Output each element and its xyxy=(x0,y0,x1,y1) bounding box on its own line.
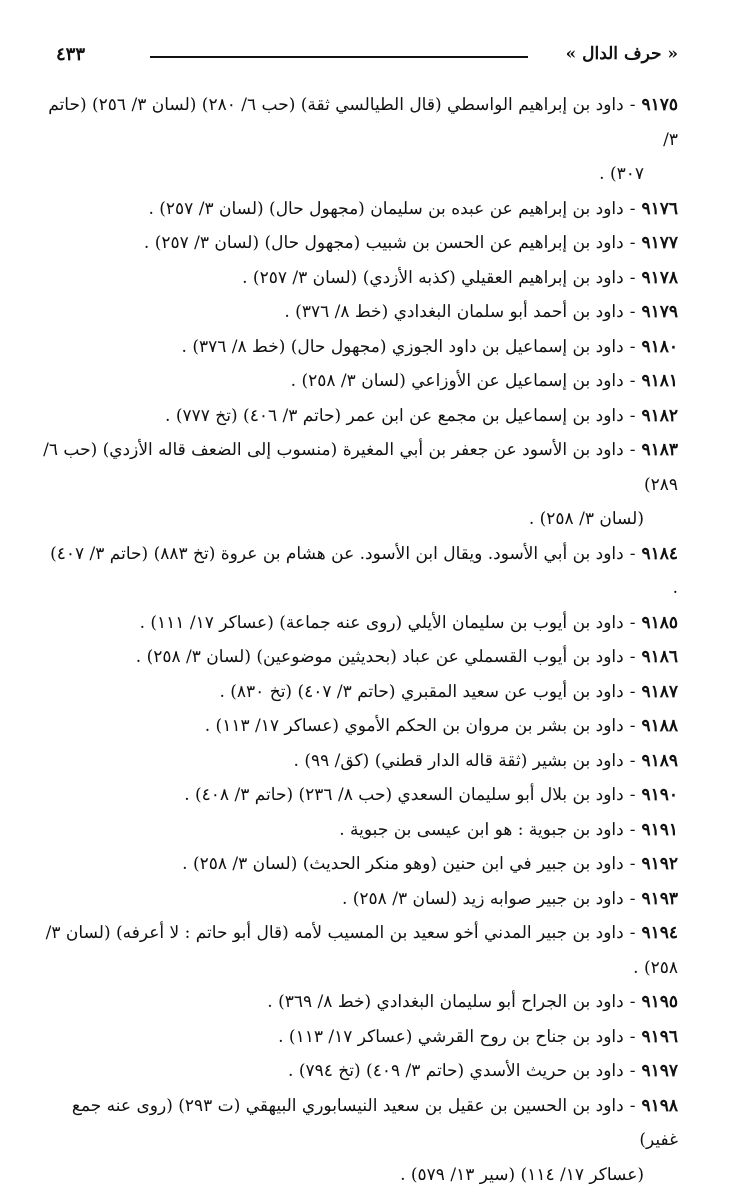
entry-separator: - xyxy=(624,820,642,840)
list-item xyxy=(40,295,678,330)
entry-text: داود بن حريث الأسدي (حاتم ٣/ ٤٠٩) (تخ ٧٩٤) . xyxy=(288,1061,624,1081)
entry-text: داود بن أبي الأسود. ويقال ابن الأسود. عن هشام بن عروة (تخ ٨٨٣) (حاتم ٣/ ٤٠٧) . xyxy=(50,544,678,599)
entry-continuation: (عساكر ١٧/ ١١٤) (سير ١٣/ ٥٧٩) . xyxy=(40,1158,678,1192)
entry-separator: - xyxy=(624,406,642,426)
entry-text: داود بن جبير المدني أخو سعيد بن المسيب لأمه (قال أبو حاتم : لا أعرفه) (لسان ٣/ ٢٥٨) . xyxy=(46,923,678,978)
list-item xyxy=(40,192,678,227)
entry-number: ٩١٧٥ xyxy=(641,95,678,115)
entry-number: ٩١٧٧ xyxy=(641,233,678,253)
entry-text: داود بن جبير صوابه زيد (لسان ٣/ ٢٥٨) . xyxy=(342,889,624,909)
list-item xyxy=(40,847,678,882)
entry-separator: - xyxy=(624,302,642,322)
entry-text: داود بن إبراهيم العقيلي (كذبه الأزدي) (لسان ٣/ ٢٥٧) . xyxy=(242,268,624,288)
list-item xyxy=(40,537,678,606)
list-item xyxy=(40,675,678,710)
entry-text: داود بن أيوب القسملي عن عباد (بحديثين موضوعين) (لسان ٣/ ٢٥٨) . xyxy=(136,647,624,667)
entry-list xyxy=(40,88,678,1192)
entry-number: ٩١٨٠ xyxy=(641,337,678,357)
entry-number: ٩١٧٨ xyxy=(641,268,678,288)
entry-separator: - xyxy=(624,371,642,391)
entry-separator: - xyxy=(624,1061,642,1081)
entry-text: داود بن الحسين بن عقيل بن سعيد النيسابوري البيهقي (ت ٢٩٣) (روى عنه جمع غفير) xyxy=(72,1096,678,1151)
entry-number: ٩١٨٤ xyxy=(641,544,678,564)
entry-separator: - xyxy=(624,751,642,771)
entry-text: داود بن أحمد أبو سلمان البغدادي (خط ٨/ ٣٧٦) . xyxy=(284,302,623,322)
entry-separator: - xyxy=(624,785,642,805)
entry-number: ٩١٨٩ xyxy=(641,751,678,771)
entry-separator: - xyxy=(624,923,642,943)
entry-separator: - xyxy=(624,337,642,357)
list-item xyxy=(40,813,678,848)
entry-separator: - xyxy=(624,992,642,1012)
entry-number: ٩١٩٢ xyxy=(641,854,678,874)
list-item xyxy=(40,606,678,641)
entry-text: داود بن إبراهيم عن عبده بن سليمان (مجهول حال) (لسان ٣/ ٢٥٧) . xyxy=(148,199,623,219)
entry-text: داود بن إبراهيم عن الحسن بن شبيب (مجهول حال) (لسان ٣/ ٢٥٧) . xyxy=(144,233,624,253)
entry-separator: - xyxy=(624,889,642,909)
entry-number: ٩١٨٥ xyxy=(641,613,678,633)
entry-separator: - xyxy=(624,544,642,564)
entry-separator: - xyxy=(624,854,642,874)
entry-number: ٩١٨٢ xyxy=(641,406,678,426)
list-item xyxy=(40,778,678,813)
entry-number: ٩١٩٨ xyxy=(641,1096,678,1116)
entry-number: ٩١٨٣ xyxy=(641,440,678,460)
page-header xyxy=(40,36,678,70)
list-item xyxy=(40,399,678,434)
entry-separator: - xyxy=(624,199,642,219)
entry-number: ٩١٨٨ xyxy=(641,716,678,736)
entry-text: داود بن بشير (ثقة قاله الدار قطني) (كق/ ٩٩) . xyxy=(294,751,624,771)
entry-separator: - xyxy=(624,1027,642,1047)
entry-number: ٩١٩٤ xyxy=(641,923,678,943)
entry-separator: - xyxy=(624,647,642,667)
entry-separator: - xyxy=(624,440,642,460)
list-item xyxy=(40,1054,678,1089)
entry-number: ٩١٩٧ xyxy=(641,1061,678,1081)
list-item xyxy=(40,916,678,985)
list-item xyxy=(40,882,678,917)
entry-text: داود بن إسماعيل بن داود الجوزي (مجهول حال) (خط ٨/ ٣٧٦) . xyxy=(182,337,624,357)
entry-separator: - xyxy=(624,268,642,288)
list-item xyxy=(40,985,678,1020)
entry-text: داود بن جبوية : هو ابن عيسى بن جبوية . xyxy=(339,820,623,840)
entry-number: ٩١٧٩ xyxy=(641,302,678,322)
header-rule xyxy=(150,56,528,58)
entry-continuation: (لسان ٣/ ٢٥٨) . xyxy=(40,502,678,537)
entry-number: ٩١٧٦ xyxy=(641,199,678,219)
entry-text: داود بن إسماعيل بن مجمع عن ابن عمر (حاتم ٣/ ٤٠٦) (تخ ٧٧٧) . xyxy=(165,406,624,426)
list-item xyxy=(40,709,678,744)
list-item xyxy=(40,261,678,296)
entry-separator: - xyxy=(624,1096,642,1116)
entry-separator: - xyxy=(624,682,642,702)
list-item xyxy=(40,640,678,675)
list-item xyxy=(40,1020,678,1055)
entry-continuation: ٣٠٧) . xyxy=(40,157,678,192)
entry-number: ٩١٨٧ xyxy=(641,682,678,702)
entry-number: ٩١٩١ xyxy=(641,820,678,840)
list-item xyxy=(40,88,678,192)
entry-number: ٩١٨٦ xyxy=(641,647,678,667)
list-item xyxy=(40,226,678,261)
entry-separator: - xyxy=(624,233,642,253)
list-item xyxy=(40,364,678,399)
entry-text: داود بن إسماعيل عن الأوزاعي (لسان ٣/ ٢٥٨) . xyxy=(291,371,624,391)
entry-text: داود بن أيوب عن سعيد المقبري (حاتم ٣/ ٤٠٧) (تخ ٨٣٠) . xyxy=(219,682,623,702)
entry-separator: - xyxy=(624,716,642,736)
page-number: ٤٣٣ xyxy=(56,44,85,65)
list-item xyxy=(40,1089,678,1192)
entry-text: داود بن جبير في ابن حنين (وهو منكر الحديث) (لسان ٣/ ٢٥٨) . xyxy=(182,854,624,874)
entry-text: داود بن الجراح أبو سليمان البغدادي (خط ٨/ ٣٦٩) . xyxy=(267,992,623,1012)
entry-number: ٩١٨١ xyxy=(641,371,678,391)
list-item xyxy=(40,744,678,779)
entry-text: داود بن إبراهيم الواسطي (قال الطيالسي ثقة) (حب ٦/ ٢٨٠) (لسان ٣/ ٢٥٦) (حاتم ٣/ xyxy=(48,95,678,150)
entry-separator: - xyxy=(624,95,642,115)
entry-text: داود بن بشر بن مروان بن الحكم الأموي (عساكر ١٧/ ١١٣) . xyxy=(205,716,624,736)
list-item xyxy=(40,330,678,365)
entry-number: ٩١٩٦ xyxy=(641,1027,678,1047)
chapter-title: « حرف الدال » xyxy=(566,44,678,64)
entry-text: داود بن بلال أبو سليمان السعدي (حب ٨/ ٢٣٦) (حاتم ٣/ ٤٠٨) . xyxy=(184,785,624,805)
list-item xyxy=(40,433,678,537)
entry-number: ٩١٩٥ xyxy=(641,992,678,1012)
entry-text: داود بن جناح بن روح القرشي (عساكر ١٧/ ١١٣) . xyxy=(278,1027,624,1047)
entry-number: ٩١٩٣ xyxy=(641,889,678,909)
entry-number: ٩١٩٠ xyxy=(641,785,678,805)
entry-text: داود بن أيوب بن سليمان الأيلي (روى عنه جماعة) (عساكر ١٧/ ١١١) . xyxy=(140,613,624,633)
entry-separator: - xyxy=(624,613,642,633)
entry-text: داود بن الأسود عن جعفر بن أبي المغيرة (منسوب إلى الضعف قاله الأزدي) (حب ٦/ ٢٨٩) xyxy=(43,440,678,495)
